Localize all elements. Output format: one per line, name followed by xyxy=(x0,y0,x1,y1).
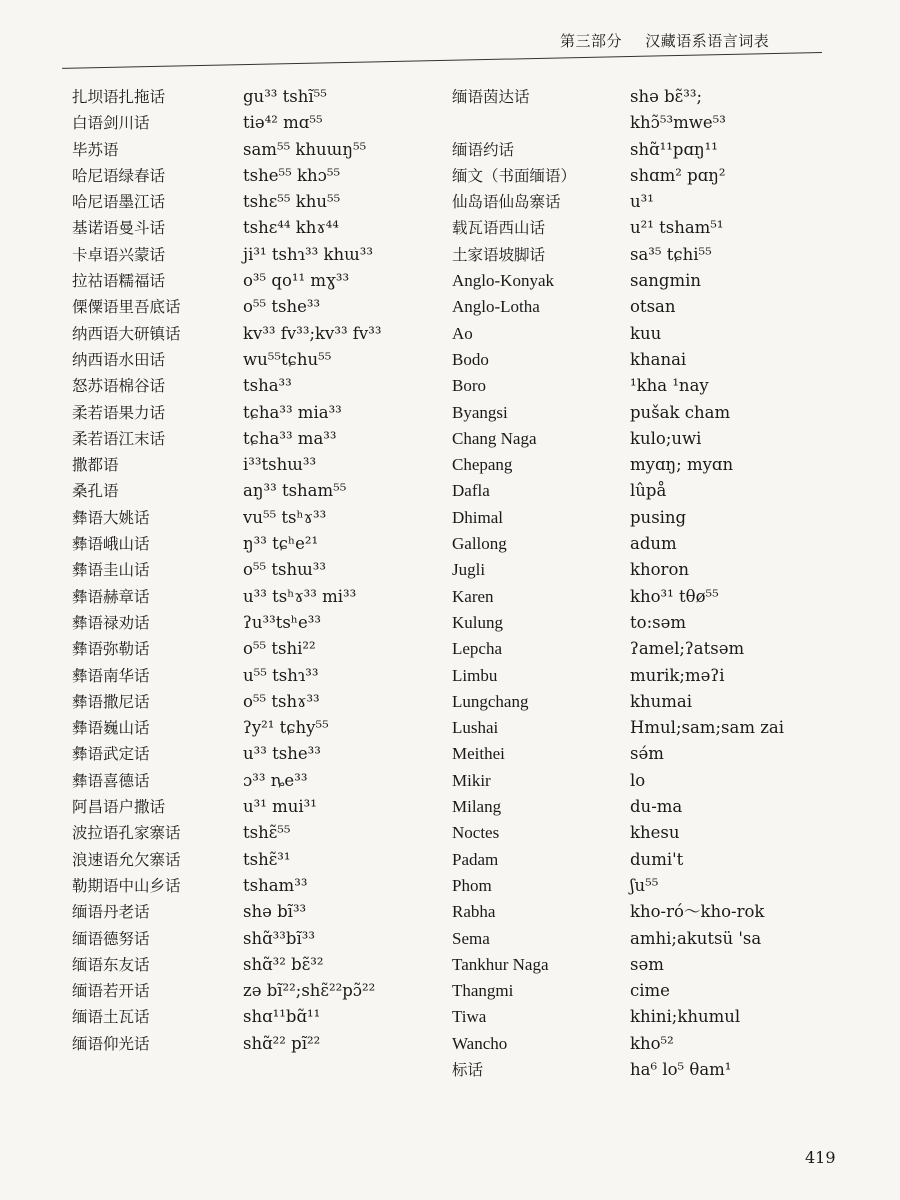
word-form: kulo;uwi xyxy=(630,428,702,448)
language-name: 彝语南华话 xyxy=(72,666,150,685)
word-form: ji³¹ tshɿ³³ khɯ³³ xyxy=(243,244,374,264)
language-name: 缅语约话 xyxy=(452,140,515,159)
word-form: u³¹ xyxy=(630,192,654,212)
language-name: Ao xyxy=(452,323,473,343)
language-name: 撒都语 xyxy=(72,456,119,475)
language-name: 彝语撒尼话 xyxy=(72,692,150,711)
word-form: shɑ¹¹bɑ̃¹¹ xyxy=(243,1007,321,1027)
language-name: 彝语圭山话 xyxy=(72,561,150,580)
word-form: tsha³³ xyxy=(243,376,292,396)
language-name: 土家语坡脚话 xyxy=(452,245,546,264)
language-name: 载瓦语西山话 xyxy=(452,219,546,238)
word-form: sam⁵⁵ khuɯŋ⁵⁵ xyxy=(243,139,367,159)
word-form: dumi't xyxy=(630,849,684,869)
language-name: 彝语喜德话 xyxy=(72,771,150,790)
language-name: 缅语德努话 xyxy=(72,929,150,948)
word-form: o⁵⁵ tshɯ³³ xyxy=(243,560,327,580)
column-language-names-1 xyxy=(72,84,242,1057)
word-form: sangmin xyxy=(630,271,702,291)
language-name: 缅语仰光话 xyxy=(72,1034,150,1053)
word-form: kv³³ fv³³;kv³³ fv³³ xyxy=(243,323,382,343)
column-language-names-2 xyxy=(452,84,627,1083)
word-form: i³³tshɯ³³ xyxy=(243,455,317,475)
word-form: sə́m xyxy=(630,744,664,764)
word-form: du-ma xyxy=(630,797,683,817)
language-name: Rabha xyxy=(452,902,496,922)
language-name: 彝语巍山话 xyxy=(72,719,150,738)
language-name: Chang Naga xyxy=(452,428,537,448)
language-name: Noctes xyxy=(452,823,500,843)
word-form: murik;məʔi xyxy=(630,665,725,685)
language-name: 纳西语水田话 xyxy=(72,350,166,369)
word-form: khesu xyxy=(630,823,680,843)
word-form: o³⁵ qo¹¹ mɣ³³ xyxy=(243,271,350,291)
language-name: 卡卓语兴蒙话 xyxy=(72,245,166,264)
language-name: 彝语峨山话 xyxy=(72,535,150,554)
word-form: aŋ³³ tsham⁵⁵ xyxy=(243,481,347,501)
header-title: 汉藏语系语言词表 xyxy=(645,32,770,50)
word-form: zə bĩ²²;shɛ̃²²pɔ̃²² xyxy=(243,981,376,1001)
word-form: u³³ tshe³³ xyxy=(243,744,321,764)
language-name: Meithei xyxy=(452,744,505,764)
language-name: 阿昌语户撒话 xyxy=(72,798,166,817)
language-name: Jugli xyxy=(452,560,486,580)
word-form: ʔamel;ʔatsəm xyxy=(630,639,745,659)
word-form: shə bɛ̃³³; xyxy=(630,87,703,106)
language-name: 缅语土瓦话 xyxy=(72,1008,150,1027)
word-form: ɔ³³ ȵe³³ xyxy=(243,770,308,790)
word-form: u³¹ mui³¹ xyxy=(243,797,317,817)
word-form: vu⁵⁵ tsʰɤ³³ xyxy=(243,507,327,527)
word-form: ʃu⁵⁵ xyxy=(630,875,659,895)
running-header xyxy=(560,30,769,51)
word-form: shɑ̃³² bɛ̃³² xyxy=(243,954,324,974)
word-form: khɔ̃⁵³mwe⁵³ xyxy=(630,113,726,133)
word-form: ha⁶ lo⁵ θam¹ xyxy=(630,1059,732,1079)
word-form: ʔu³³tsʰe³³ xyxy=(243,612,321,632)
language-name: 傈僳语里吾底话 xyxy=(72,298,181,317)
word-form: tshɛ̃³¹ xyxy=(243,849,291,869)
word-form: u⁵⁵ tshɿ³³ xyxy=(243,665,319,685)
language-name: Anglo-Konyak xyxy=(452,271,554,291)
language-name: 彝语禄劝话 xyxy=(72,613,150,632)
language-name: 柔若语果力话 xyxy=(72,403,166,422)
word-form: to:səm xyxy=(630,612,687,632)
language-name: 白语剑川话 xyxy=(72,114,150,133)
word-form: pušak cham xyxy=(630,402,731,422)
word-form: ʔy²¹ tɕhy⁵⁵ xyxy=(243,718,329,738)
language-name: Sema xyxy=(452,928,490,948)
word-form: tshe⁵⁵ khɔ⁵⁵ xyxy=(243,165,341,185)
language-name: 波拉语孔家寨话 xyxy=(72,824,181,843)
word-form: tsham³³ xyxy=(243,875,308,895)
word-form: shɑ̃²² pĩ²² xyxy=(243,1033,321,1053)
language-name: Tankhur Naga xyxy=(452,954,549,974)
word-form: tiə⁴² mɑ⁵⁵ xyxy=(243,113,323,133)
language-name: Byangsi xyxy=(452,402,508,422)
page-number: 419 xyxy=(805,1148,836,1167)
language-name: Tiwa xyxy=(452,1007,487,1027)
language-name: 缅语东友话 xyxy=(72,955,150,974)
word-form: tɕha³³ ma³³ xyxy=(243,428,337,448)
word-form: o⁵⁵ tshe³³ xyxy=(243,297,321,317)
word-form: səm xyxy=(630,954,664,974)
word-form: khanai xyxy=(630,349,687,369)
header-section: 第三部分 xyxy=(560,32,623,50)
word-form: otsan xyxy=(630,297,676,317)
word-form: kho-ró～kho-rok xyxy=(630,902,765,922)
language-name: 彝语赫章话 xyxy=(72,587,150,606)
language-name: 桑孔语 xyxy=(72,482,119,501)
language-name: 仙岛语仙岛寨话 xyxy=(452,193,561,212)
language-name: Limbu xyxy=(452,665,498,685)
language-name: 哈尼语绿春话 xyxy=(72,166,166,185)
language-name: Bodo xyxy=(452,349,489,369)
word-form: amhi;akutsü 'sa xyxy=(630,928,762,948)
language-name: Mikir xyxy=(452,770,491,790)
language-name: Kulung xyxy=(452,612,503,632)
word-form: shɑm² pɑŋ² xyxy=(630,165,726,185)
language-name: Lushai xyxy=(452,718,499,738)
language-name: 纳西语大研镇话 xyxy=(72,324,181,343)
language-name: Thangmi xyxy=(452,981,514,1001)
language-name: 彝语弥勒话 xyxy=(72,640,150,659)
word-form: tshɛ⁴⁴ khɤ⁴⁴ xyxy=(243,218,339,238)
language-name: Padam xyxy=(452,849,499,869)
language-name: Boro xyxy=(452,376,486,396)
language-name: Lungchang xyxy=(452,691,529,711)
language-name: 缅文（书面缅语） xyxy=(452,166,577,185)
language-name: Dhimal xyxy=(452,507,503,527)
word-form: u²¹ tsham⁵¹ xyxy=(630,218,724,238)
word-form: adum xyxy=(630,534,677,554)
language-name: 哈尼语墨江话 xyxy=(72,193,166,212)
language-name: 毕苏语 xyxy=(72,140,119,159)
word-form: tshɛ̃⁵⁵ xyxy=(243,823,291,843)
word-form: lo xyxy=(630,770,646,790)
language-name: 柔若语江末话 xyxy=(72,429,166,448)
column-forms-2 xyxy=(630,84,895,1083)
word-form: ŋ³³ tɕʰe²¹ xyxy=(243,534,319,554)
word-form: tshɛ⁵⁵ khu⁵⁵ xyxy=(243,192,341,212)
language-name: 彝语大姚话 xyxy=(72,508,150,527)
language-name: 基诺语曼斗话 xyxy=(72,219,166,238)
column-forms-1 xyxy=(243,84,443,1057)
language-name: 缅语茵达话 xyxy=(452,88,530,106)
word-form: u³³ tsʰɤ³³ mi³³ xyxy=(243,586,357,606)
word-form: khini;khumul xyxy=(630,1007,741,1027)
word-form: o⁵⁵ tshi²² xyxy=(243,639,316,659)
header-rule xyxy=(62,52,822,69)
language-name: Karen xyxy=(452,586,494,606)
language-name: Dafla xyxy=(452,481,490,501)
word-form: pusing xyxy=(630,507,687,527)
language-name: 拉祜语糯福话 xyxy=(72,272,166,291)
language-name: 彝语武定话 xyxy=(72,745,150,764)
word-form: sa³⁵ tɕhi⁵⁵ xyxy=(630,244,712,264)
language-name: 扎坝语扎拖话 xyxy=(72,88,166,106)
language-name: Phom xyxy=(452,875,492,895)
word-form: shə bĩ³³ xyxy=(243,902,307,922)
language-name: Chepang xyxy=(452,455,513,475)
word-form: gu³³ tshĩ⁵⁵ xyxy=(243,87,327,106)
word-form: khumai xyxy=(630,691,693,711)
language-name: 缅语丹老话 xyxy=(72,903,150,922)
language-name: Milang xyxy=(452,797,502,817)
word-form: tɕha³³ mia³³ xyxy=(243,402,342,422)
word-form: myɑŋ; myɑn xyxy=(630,455,734,475)
word-form: lûpå xyxy=(630,481,667,501)
word-form: kho³¹ tθø⁵⁵ xyxy=(630,586,719,606)
word-form: ¹kha ¹nay xyxy=(630,376,709,396)
language-name: 标话 xyxy=(452,1060,484,1079)
word-form: Hmul;sam;sam zai xyxy=(630,718,785,738)
language-name: 怒苏语棉谷话 xyxy=(72,377,166,396)
language-name: Gallong xyxy=(452,534,507,554)
word-form: kho⁵² xyxy=(630,1033,674,1053)
language-name: 勒期语中山乡话 xyxy=(72,876,181,895)
word-form: khoron xyxy=(630,560,690,580)
language-name xyxy=(452,110,627,136)
language-name: Lepcha xyxy=(452,639,503,659)
language-name: Wancho xyxy=(452,1033,508,1053)
word-form: o⁵⁵ tshɤ³³ xyxy=(243,691,320,711)
word-form: kuu xyxy=(630,323,662,343)
language-name: 浪速语允欠寨话 xyxy=(72,850,181,869)
word-form: shɑ̃³³bĩ³³ xyxy=(243,928,315,948)
word-form: wu⁵⁵tɕhu⁵⁵ xyxy=(243,349,332,369)
language-name: Anglo-Lotha xyxy=(452,297,540,317)
word-form: shɑ̃¹¹pɑŋ¹¹ xyxy=(630,139,718,159)
word-form: cime xyxy=(630,981,670,1001)
language-name: 缅语若开话 xyxy=(72,982,150,1001)
